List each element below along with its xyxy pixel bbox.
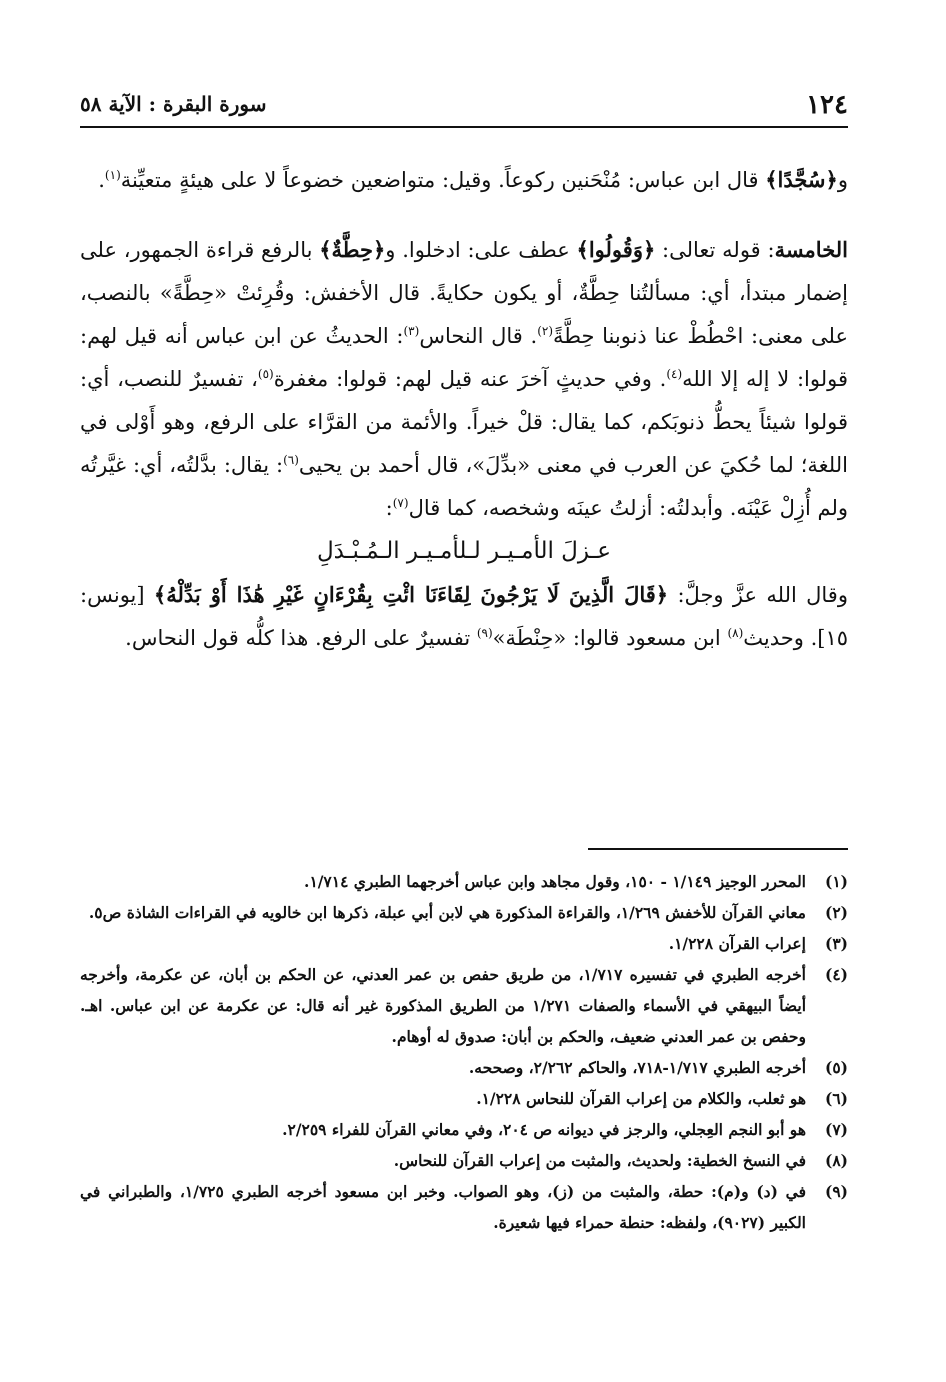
quran-quote: ﴿وَقُولُوا﴾ xyxy=(576,237,656,262)
page-number: ١٢٤ xyxy=(806,90,848,120)
paragraph-sujjadan: و﴿سُجَّدًا﴾ قال ابن عباس: مُنْحَنين ركوعاً. وقيل: متواضعين خضوعاً لا على هيئةٍ متعيِّنة$^{(١)}$. xyxy=(98,167,848,192)
footnote: (٨) في النسخ الخطية: ولحديث، والمثبت من إعراب القرآن للنحاس. xyxy=(393,1151,848,1170)
paragraph-fifth: الخامسة: قوله تعالى: ﴿وَقُولُوا﴾ عطف على: ادخلوا. و﴿حِطَّةٌ﴾ بالرفع قراءة الجمهور، على إضمار مبتدأ، أي: مسألتُنا حِطَّةٌ، أو يكون حكايةً. قال الأخفش: وقُرِئتْ «حِطَّةً» بالنصب، على معنى: احْطُطْ عنا ذنوبنا حِطَّةً$^{(٢)}$. قال النحاس$^{(٣)}$: الحديثُ عن ابن عباس أنه قيل لهم: قولوا: لا إله إلا الله$^{(٤)}$. وفي حديثٍ آخرَ عنه قيل لهم: قولوا: مغفرة$^{(٥)}$، تفسيرٌ للنصب، أي: قولوا شيئاً يحطُّ ذنوبَكم، كما يقال: قلْ خيراً. والأئمة من القرَّاء على الرفع، وهو أَوْلى في اللغة؛ لما حُكيَ عن العرب في معنى «بدِّلَ»، قال أحمد بن يحيى$^{(٦)}$: يقال: بدَّلتُه، أي: غيَّرتُه ولم أُزِلْ عَيْنَه. وأبدلتُه: أزلتُ عينَه وشخصه، كما قال$^{(٧)}$: xyxy=(80,237,849,520)
footnote-marker: (٣) xyxy=(403,324,420,338)
footnote-marker: (٧) xyxy=(392,496,409,510)
footnote: (٥) أخرجه الطبري ١/٧١٧-٧١٨، والحاكم ٢/٢٦٢، وصححه. xyxy=(468,1058,848,1077)
footnote: (٣) إعراب القرآن ١/٢٢٨. xyxy=(668,934,848,953)
footnote: (٤) أخرجه الطبري في تفسيره ١/٧١٧، من طريق حفص بن عمر العدني، عن الحكم بن أبان، عن عكرمة، وأخرجه أيضاً البيهقي في الأسماء والصفات ١/٢٧١ من الطريق المذكورة غير أنه قال: عن عكرمة عن ابن عباس. اهـ. وحفص بن عمر العدني ضعيف، والحكم بن أبان: صدوق له أوهام. xyxy=(80,965,848,1046)
footnote: (٦) هو ثعلب، والكلام من إعراب القرآن للنحاس ١/٢٢٨. xyxy=(476,1089,848,1108)
section-lead: الخامسة xyxy=(774,237,848,262)
footnote: (٢) معاني القرآن للأخفش ١/٢٦٩، والقراءة المذكورة هي لابن أبي عبلة، ذكرها ابن خالويه في القراءات الشاذة ص٥. xyxy=(88,903,848,922)
footnote: (٧) هو أبو النجم العِجلي، والرجز في ديوانه ص ٢٠٤، وفي معاني القرآن للفراء ٢/٢٥٩. xyxy=(282,1120,848,1139)
footnote-separator xyxy=(588,848,848,850)
footnote-marker: (٩) xyxy=(476,626,493,640)
footnote-marker: (٥) xyxy=(257,367,274,381)
footnote: (١) المحرر الوجيز ١/١٤٩ - ١٥٠، وقول مجاهد وابن عباس أخرجهما الطبري ١/٧١٤. xyxy=(304,872,848,891)
quran-quote: ﴿سُجَّدًا﴾ xyxy=(765,167,838,192)
footnote-marker: (٦) xyxy=(283,453,299,467)
header-rule xyxy=(80,126,848,128)
footnotes xyxy=(80,866,848,1238)
running-title: سورة البقرة : الآية ٥٨ xyxy=(80,92,267,116)
poetry-verse: عـزلَ الأمـيـر لـلأمـيـر الـمُـبْـدَلِ xyxy=(316,538,612,564)
main-text xyxy=(80,158,848,660)
footnote-marker: (٨) xyxy=(727,626,744,640)
paragraph-quran-yunus: وقال الله عزَّ وجلَّ: ﴿قَالَ الَّذِينَ لَا يَرْجُونَ لِقَاءَنَا ائْتِ بِقُرْءَانٍ غَيْرِ هَٰذَا أَوْ بَدِّلْهُ﴾ [يونس: ١٥]. وحديث$^{(٨)}$ ابن مسعود قالوا: «حِنْطَة»$^{(٩)}$ تفسيرٌ على الرفع. هذا كلُّه قول النحاس. xyxy=(80,582,848,650)
running-header xyxy=(80,86,848,122)
quran-quote: ﴿قَالَ الَّذِينَ لَا يَرْجُونَ لِقَاءَنَا ائْتِ بِقُرْءَانٍ غَيْرِ هَٰذَا أَوْ بَدِّلْهُ﴾ xyxy=(153,582,669,607)
footnote-marker: (١) xyxy=(104,168,121,182)
footnote-marker: (٢) xyxy=(537,324,554,338)
footnote: (٩) في (د) و(م): حطة، والمثبت من (ز)، وهو الصواب. وخبر ابن مسعود أخرجه الطبري ١/٧٢٥، والطبراني في الكبير (٩٠٢٧)، ولفظه: حنطة حمراء فيها شعيرة. xyxy=(80,1182,848,1232)
quran-quote: ﴿حِطَّةٌ﴾ xyxy=(319,237,386,262)
footnote-marker: (٤) xyxy=(666,367,683,381)
